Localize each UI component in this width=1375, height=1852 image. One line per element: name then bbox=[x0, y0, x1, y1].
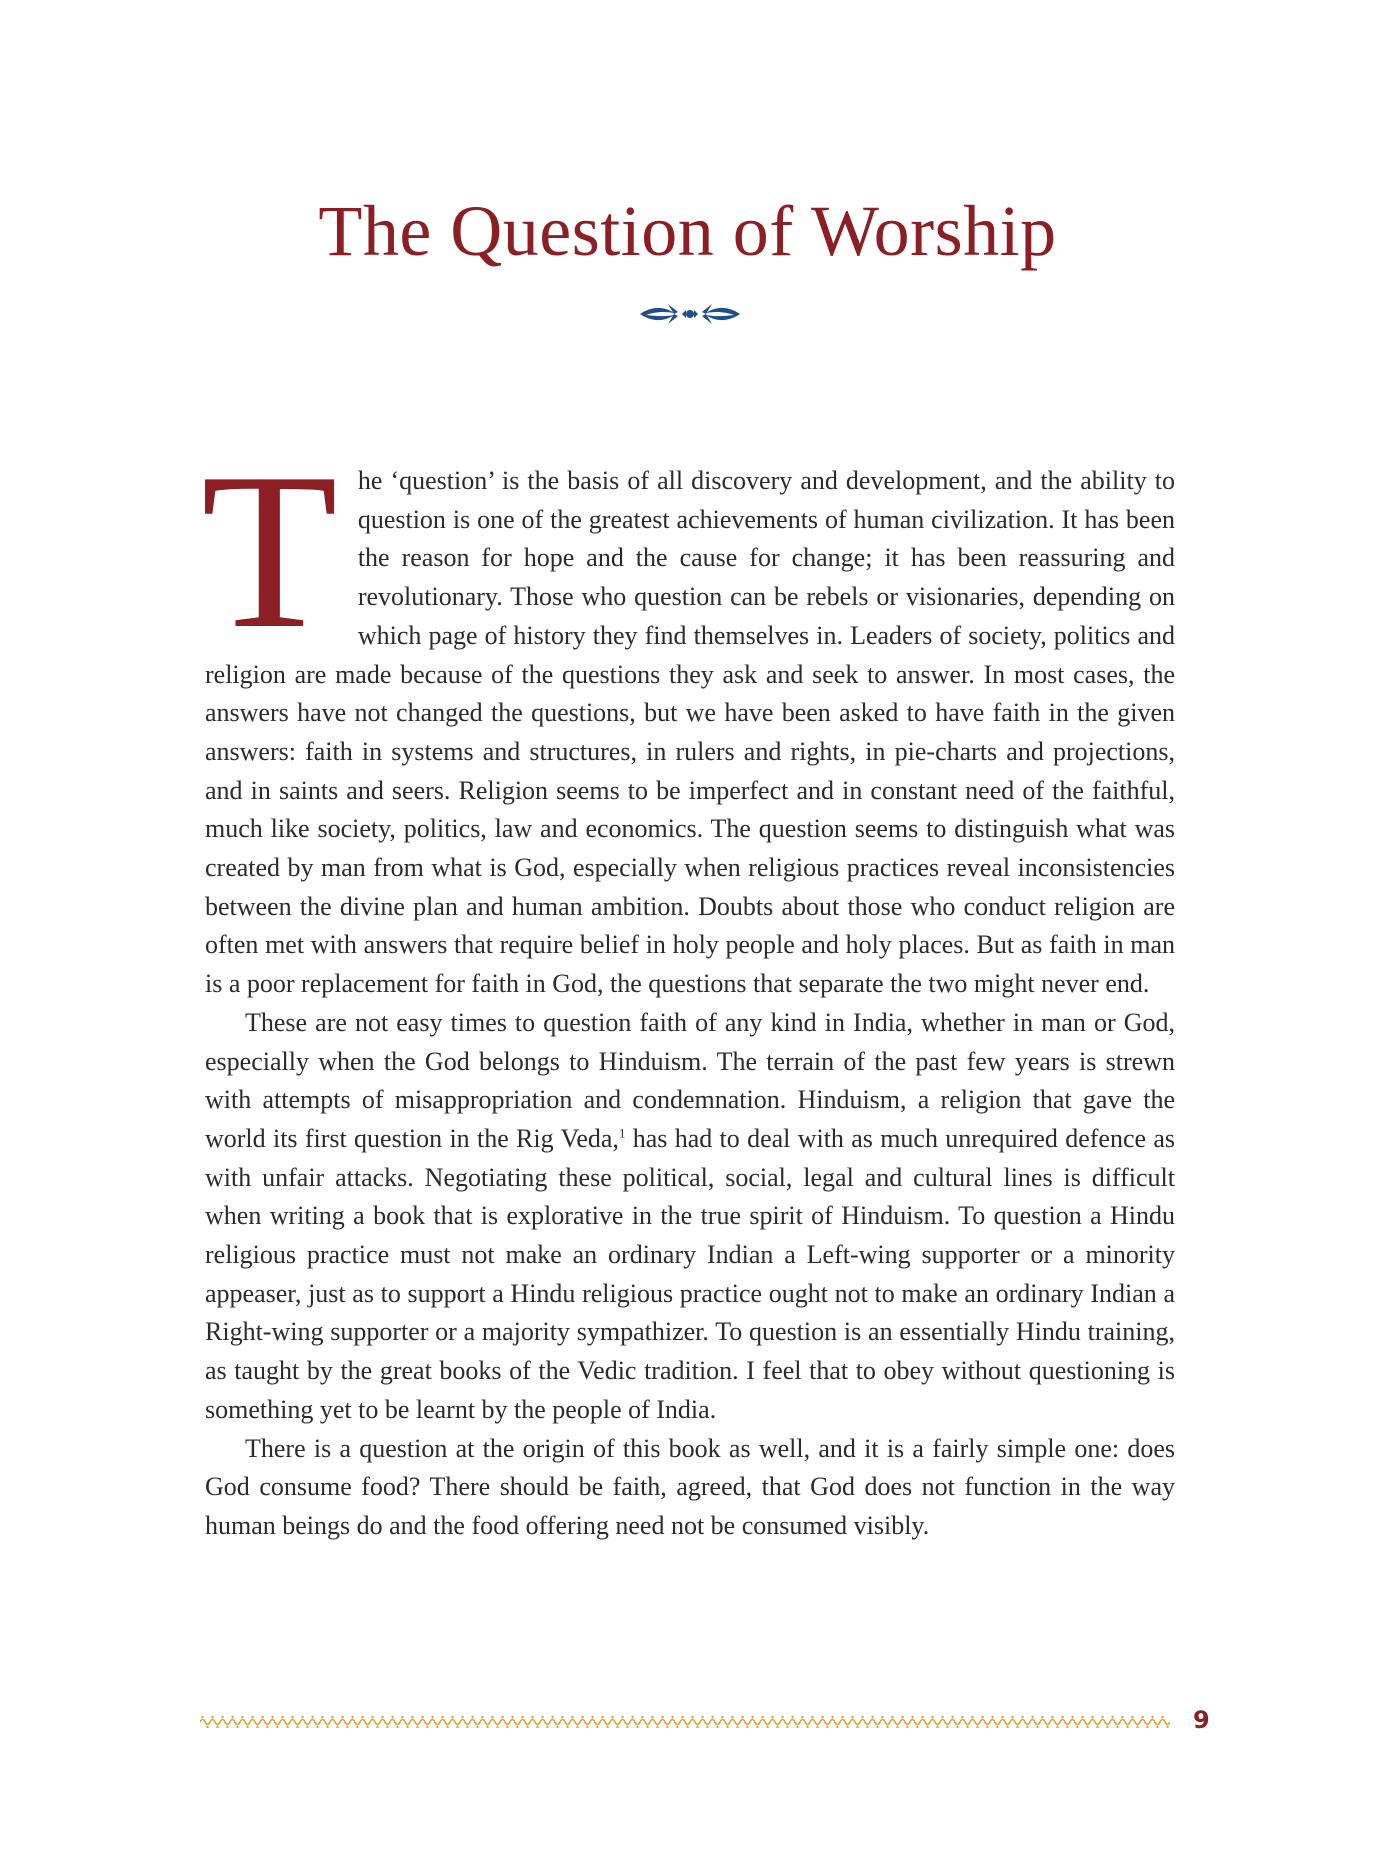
paragraph-2-text-a: These are not easy times to question faith of any kind in India, whether in man or God, especially when the God belongs to Hinduism. The terrain of the past few years is strewn with attempts of misappropriation and condemnation. Hinduism, a religion that gave the world its first question in the Rig Veda, bbox=[205, 1007, 1175, 1153]
footnote-marker[interactable]: 1 bbox=[618, 1125, 626, 1141]
drop-cap: T bbox=[201, 427, 338, 675]
chapter-title: The Question of Worship bbox=[318, 191, 1057, 271]
paragraph-1 bbox=[201, 427, 1175, 1004]
body-text bbox=[201, 427, 1175, 1546]
paragraph-2-text-b: has had to deal with as much unrequired defence as with unfair attacks. Negotiating these political, social, legal and cultural lines is difficult when writing a book that is explorative in the true spirit of Hinduism. To question a Hindu religious practice must not make an ordinary Indian a Left-wing supporter or a minority appeaser, just as to support a Hindu religious practice ought not to make an ordinary Indian a Right-wing supporter or a majority sympathizer. To question is an essentially Hindu training, as taught by the great books of the Vedic tradition. I feel that to obey without questioning is something yet to be learnt by the people of India. bbox=[205, 1123, 1175, 1424]
paragraph-2 bbox=[205, 1004, 1175, 1430]
paragraph-1-text: he ‘question’ is the basis of all discovery and development, and the ability to question is one of the greatest achievements of human civilization. It has been the reason for hope and the cause for change; it has been reassuring and revolutionary. Those who question can be rebels or visionaries, depending on which page of history they find themselves in. Leaders of society, politics and religion are made because of the questions they ask and seek to answer. In most cases, the answers have not changed the questions, but we have been asked to have faith in the given answers: faith in systems and structures, in rulers and rights, in pie-charts and projections, and in saints and seers. Religion seems to be imperfect and in constant need of the faithful, much like society, politics, law and economics. The question seems to distinguish what was created by man from what is God, especially when religious practices reveal inconsistencies between the divine plan and human ambition. Doubts about those who conduct religion are often met with answers that require belief in holy people and holy places. But as faith in man is a poor replacement for faith in God, the questions that separate the two might never end. bbox=[205, 466, 1175, 999]
paragraph-3: There is a question at the origin of this book as well, and it is a fairly simple one: does God consume food? There should be faith, agreed, that God does not function in the way human beings do and the food offering need not be consumed visibly. bbox=[205, 1433, 1175, 1540]
page-number: 9 bbox=[1193, 1706, 1210, 1734]
footer-ornamental-rule bbox=[200, 1715, 1170, 1729]
fleuron-ornament-icon bbox=[638, 300, 742, 328]
